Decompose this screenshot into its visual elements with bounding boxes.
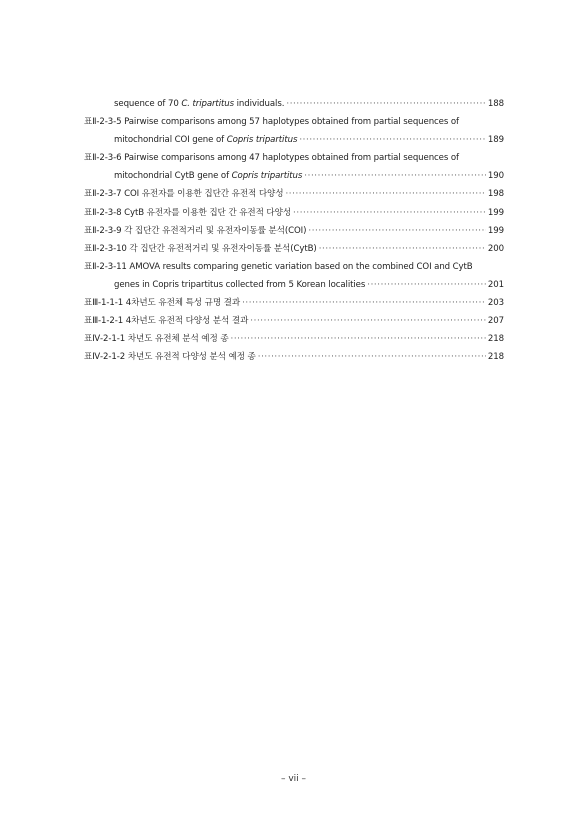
toc-entry-page: 203 xyxy=(487,298,504,309)
dot-leader xyxy=(299,131,486,149)
dot-leader xyxy=(286,95,486,113)
toc-entry[interactable] xyxy=(84,185,504,203)
dot-leader xyxy=(308,222,486,240)
dot-leader xyxy=(304,167,486,185)
toc-entry[interactable] xyxy=(84,258,504,276)
toc-entry-title: mitochondrial COI gene of Copris tripartitus xyxy=(114,135,298,146)
toc-entry-page: 199 xyxy=(487,207,504,218)
toc-entry[interactable] xyxy=(84,312,504,330)
page-number: – vii – xyxy=(280,774,307,784)
toc-entry-page: 190 xyxy=(487,171,504,182)
toc-entry[interactable] xyxy=(84,113,504,131)
toc-entry-title: genes in Copris tripartitus collected from 5 Korean localities xyxy=(114,279,366,290)
toc-entry-title: 표Ⅱ-2-3-6 Pairwise comparisons among 47 haplotypes obtained from partial sequences of xyxy=(84,153,459,164)
toc-entry-title: 표Ⅲ-1-2-1 4차년도 유전적 다양성 분석 결과 xyxy=(84,316,249,327)
dot-leader xyxy=(319,240,486,258)
toc-entry[interactable] xyxy=(84,131,504,149)
toc-entry[interactable] xyxy=(84,240,504,258)
toc-entry-title: mitochondrial CytB gene of Copris tripartitus xyxy=(114,171,303,182)
toc-entry[interactable] xyxy=(84,294,504,312)
dot-leader xyxy=(231,330,486,348)
toc-entry-title: 표Ⅱ-2-3-9 각 집단간 유전적거리 및 유전자이동률 분석(COI) xyxy=(84,225,307,236)
dot-leader xyxy=(293,204,486,222)
toc-entry-page: 200 xyxy=(487,243,504,254)
toc-entry-page: 198 xyxy=(487,189,504,200)
dot-leader xyxy=(250,312,486,330)
toc-entry[interactable] xyxy=(84,167,504,185)
toc-entry-title: 표Ⅱ-2-3-8 CytB 유전자를 이용한 집단 간 유전적 다양성 xyxy=(84,207,292,218)
toc-entry-page: 201 xyxy=(487,279,504,290)
toc-entry-page: 188 xyxy=(487,99,504,109)
toc-entry-title: 표Ⅲ-1-1-1 4차년도 유전체 특성 규명 결과 xyxy=(84,298,241,309)
table-of-contents xyxy=(84,95,504,366)
toc-entry-page: 218 xyxy=(487,334,504,345)
toc-entry[interactable] xyxy=(84,149,504,167)
toc-entry[interactable] xyxy=(84,276,504,294)
toc-entry-page: 189 xyxy=(487,135,504,146)
toc-entry-title: 표Ⅱ-2-3-10 각 집단간 유전적거리 및 유전자이동률 분석(CytB) xyxy=(84,243,317,254)
toc-entry[interactable] xyxy=(84,330,504,348)
toc-entry-page: 218 xyxy=(487,352,504,363)
toc-entry[interactable] xyxy=(84,222,504,240)
toc-entry-title: 표Ⅱ-2-3-5 Pairwise comparisons among 57 haplotypes obtained from partial sequences of xyxy=(84,117,459,128)
dot-leader xyxy=(258,348,486,366)
toc-entry-title: 표Ⅱ-2-3-7 COI 유전자를 이용한 집단간 유전적 다양성 xyxy=(84,189,284,200)
toc-entry-page: 199 xyxy=(487,225,504,236)
toc-entry[interactable] xyxy=(84,95,504,113)
dot-leader xyxy=(242,294,486,312)
toc-entry[interactable] xyxy=(84,204,504,222)
toc-entry-title: sequence of 70 C. tripartitus individuals. xyxy=(114,99,285,109)
toc-entry-title: 표Ⅳ-2-1-1 차년도 유전체 분석 예정 종 xyxy=(84,334,229,345)
toc-entry-page: 207 xyxy=(487,316,504,327)
dot-leader xyxy=(285,185,485,203)
dot-leader xyxy=(367,276,486,294)
toc-entry-title: 표Ⅱ-2-3-11 AMOVA results comparing genetic variation based on the combined COI and CytB xyxy=(84,261,473,272)
toc-entry[interactable] xyxy=(84,348,504,366)
toc-entry-title: 표Ⅳ-2-1-2 차년도 유전적 다양성 분석 예정 종 xyxy=(84,352,256,363)
